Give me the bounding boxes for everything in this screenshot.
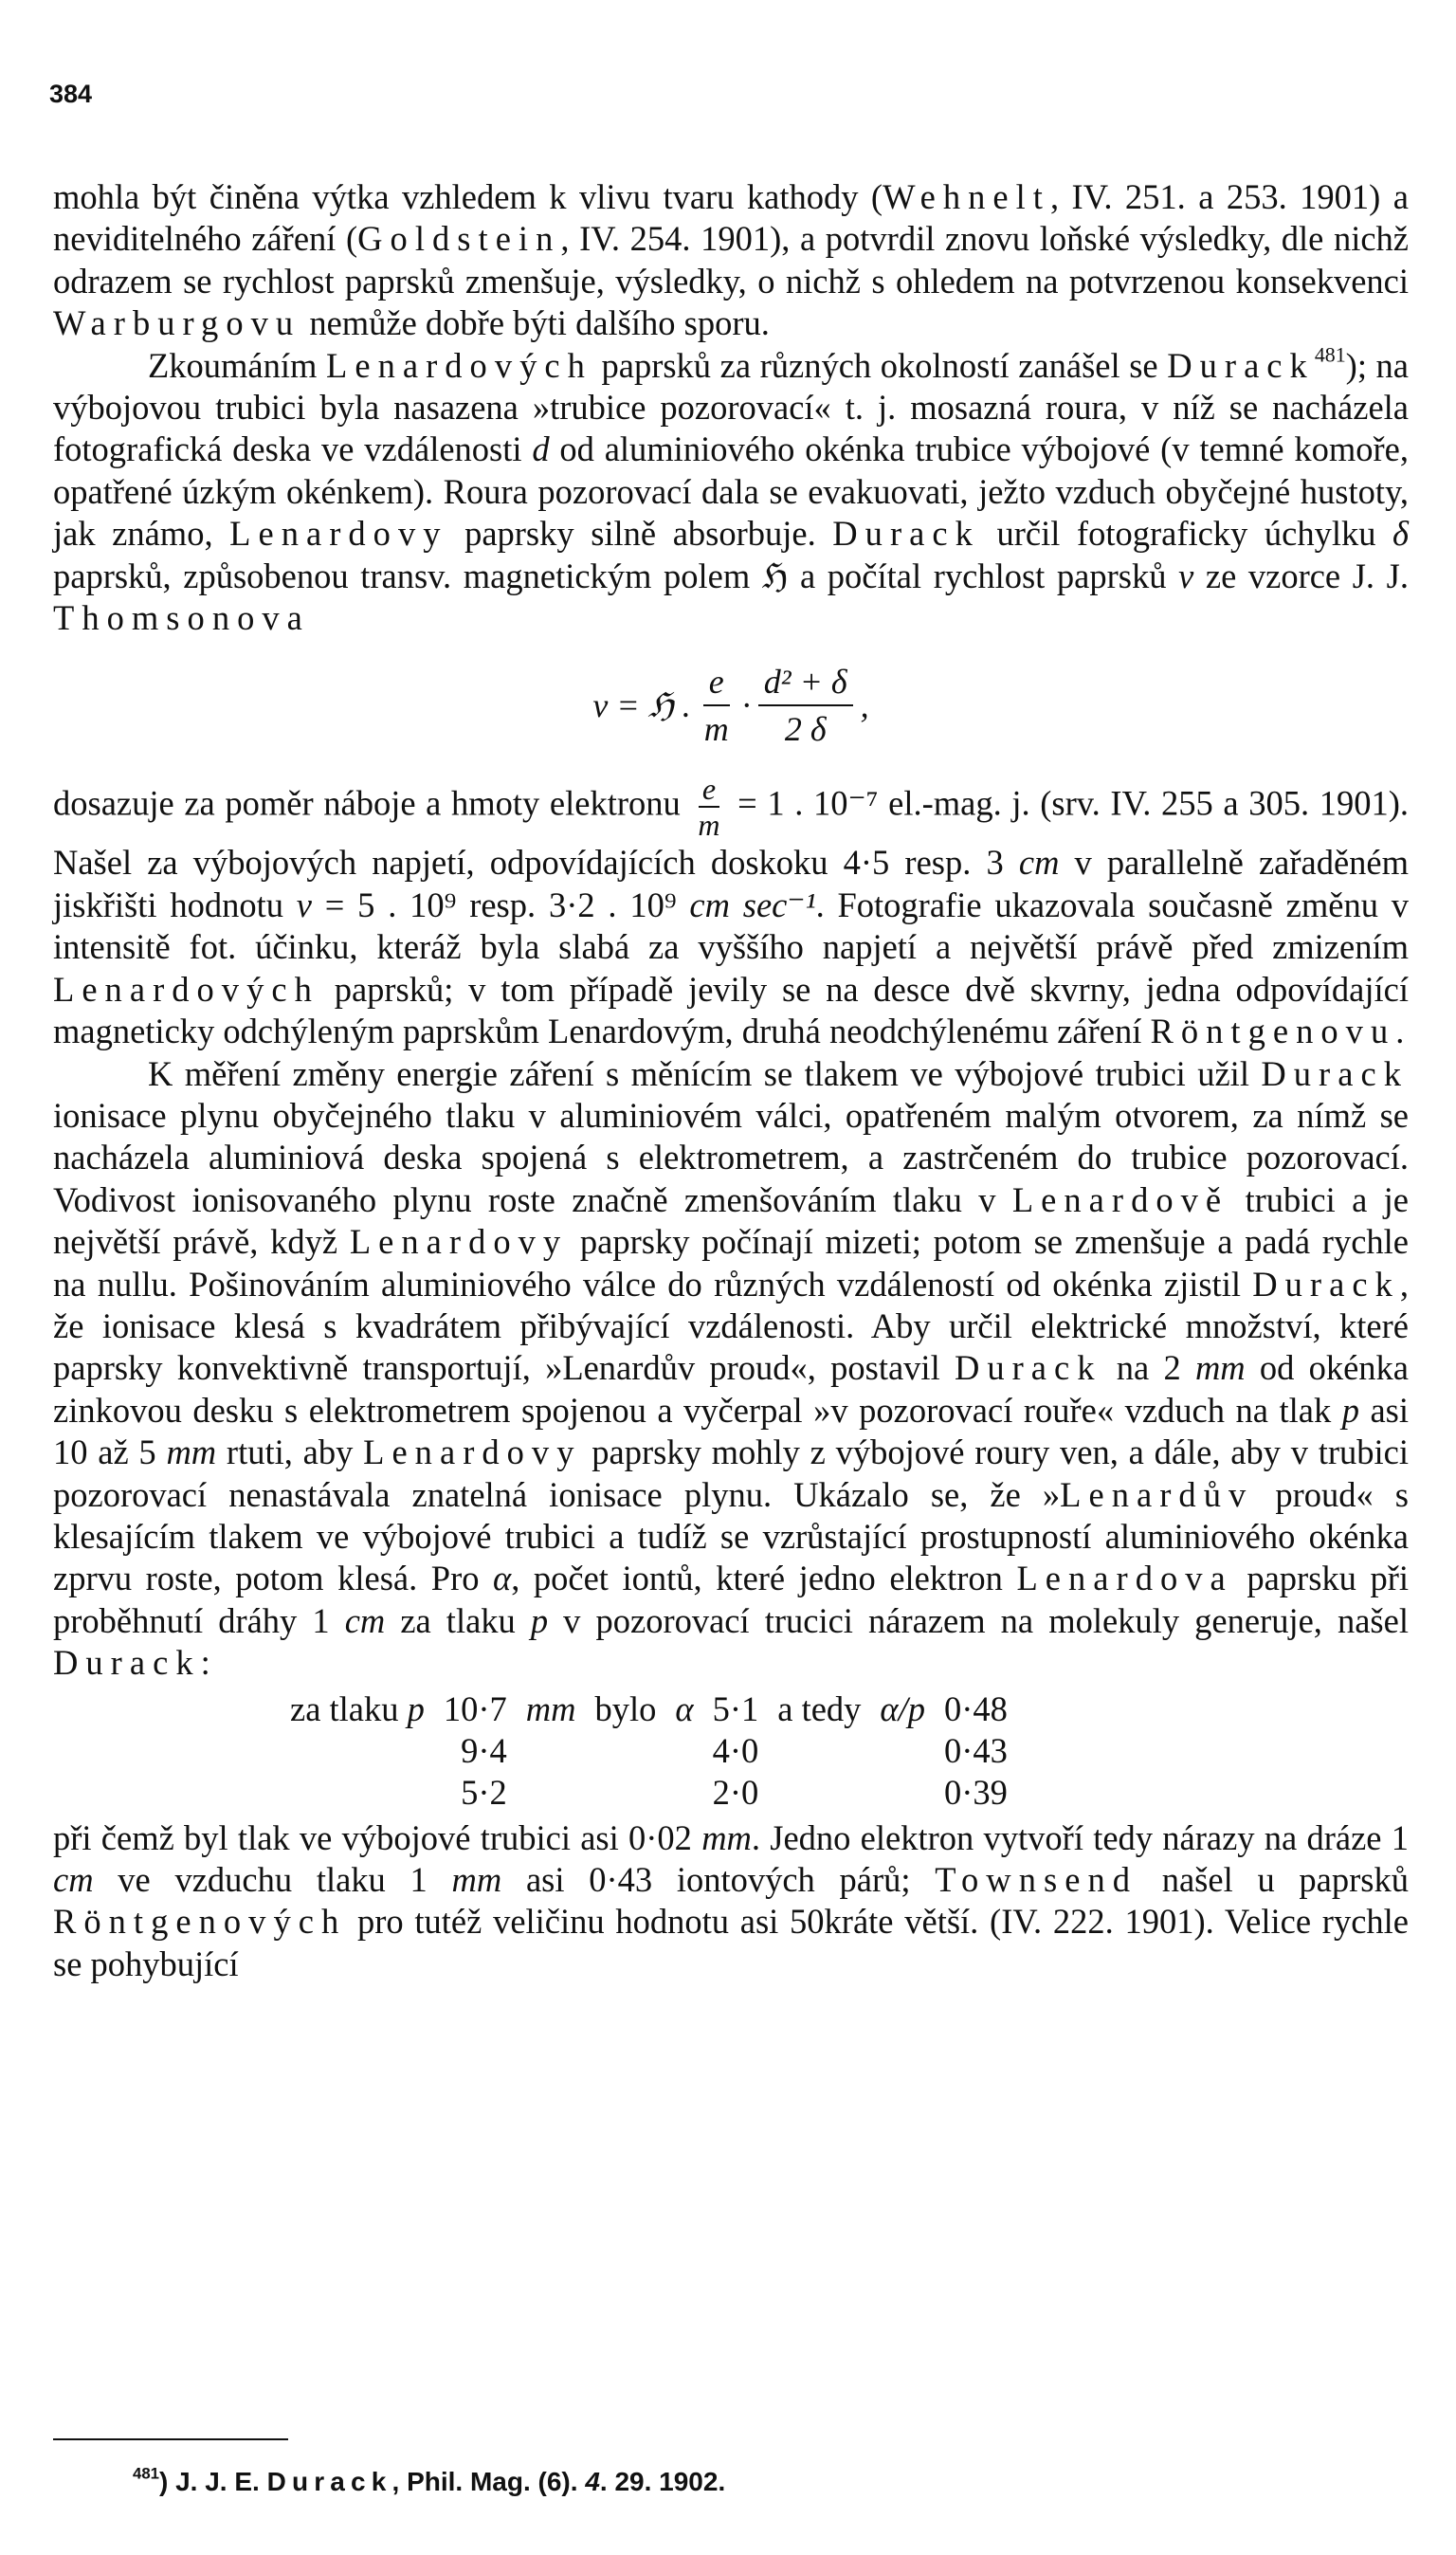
formula-dot: · (741, 686, 751, 725)
table-row (281, 1772, 1017, 1814)
text-run: v pozorovací trucici nárazem na molekuly generuje, našel (548, 1600, 1409, 1640)
text-run: od okénka zinkovou desku s elektrometrem spojenou a vyčerpal »v pozorovací rouře« vzduch na tlak (53, 1348, 1410, 1430)
text-run: paprsky silně absorbuje. (447, 514, 833, 554)
text-run: = 1 . 10⁻⁷ el.-mag. j. (srv. IV. 255 a 305. 1901). Našel za výbojových napjetí, odpovídajících doskoku 4·5 resp. 3 (53, 783, 1409, 883)
symbol: ℌ (761, 556, 789, 595)
author-name: Wehnelt (883, 177, 1050, 216)
thomson-formula (53, 639, 1409, 772)
text-run: trubici a je největší právě, když (53, 1179, 1409, 1262)
symbol: α/p (880, 1688, 925, 1728)
table-cell (665, 1730, 702, 1772)
table-cell (665, 1772, 702, 1814)
symbol: v (296, 885, 312, 924)
text-run: v parallelně zařaděném jiskřišti hodnotu (53, 843, 1409, 924)
page-number: 384 (49, 80, 93, 108)
body-text (53, 176, 1409, 1985)
text-run: paprsků za různých okolností zanášel se (592, 345, 1168, 385)
text-run: . (1395, 1012, 1405, 1051)
author-name: Durack (954, 1348, 1102, 1388)
fraction-numerator: e (703, 659, 730, 706)
symbol: p (530, 1600, 549, 1640)
text-run: , počet iontů, které jedno elektron (511, 1559, 1017, 1598)
table-cell (586, 1772, 666, 1814)
table-cell-ratio: 0·43 (943, 1730, 1008, 1770)
unit: mm (701, 1817, 752, 1857)
text-run: od aluminiového okénka trubice výbojové (v temné komoře, opatřené úzkým okénkem). Roura pozorovací dala se evakuovati, ježto vzduch obyčejné hustoty, jak známo, (53, 429, 1409, 554)
author-name: Warburgovu (53, 303, 301, 343)
paragraph-3 (53, 772, 1409, 1052)
table-cell (586, 1730, 666, 1772)
table-row (281, 1730, 1017, 1772)
unit: mm (525, 1688, 576, 1728)
text-run: dosazuje za poměr náboje a hmoty elektronu (53, 783, 691, 823)
symbol: p (407, 1688, 425, 1728)
fraction-e-m (699, 659, 735, 752)
fraction-d-delta (758, 659, 853, 752)
fraction-denominator: m (698, 808, 720, 843)
paragraph-4 (53, 1053, 1409, 1685)
text-run: Zkoumáním (148, 345, 327, 385)
unit: mm (1194, 1348, 1246, 1388)
formula-comma: , (860, 686, 869, 725)
text-run: pro tutéž veličinu hodnotu asi 50kráte větší. (IV. 222. 1901). Velice rychle se pohybující (53, 1902, 1409, 1983)
fraction-numerator: e (699, 772, 719, 808)
footnote-divider (53, 2438, 288, 2440)
text-run: ionisace plynu obyčejného tlaku v aluminiovém válci, opatřeném malým otvorem, za nímž se nacházela aluminiová deska spojená s elektrometrem, a zastrčeném do trubice pozorovací. Vodivost ionisovaného plynu roste značně zmenšováním tlaku v (53, 1095, 1409, 1219)
text-run: nemůže dobře býti dalšího sporu. (300, 303, 770, 343)
formula-lhs: v = ℌ . (592, 686, 691, 725)
text-run: , že ionisace klesá s kvadrátem přibývající vzdálenosti. Aby určil elektrické množství, které paprsky konvektivně transportují, »Lenardův proud«, postavil (53, 1264, 1409, 1388)
text-run: , IV. 254. 1901), a potvrdil znovu loňské výsledky, dle nichž odrazem se rychlost paprsků zmenšuje, výsledky, o nichž s ohledem na potvrzenou konsekvenci (53, 219, 1410, 301)
text-run: paprsky mohly z výbojové roury ven, a dále, aby v trubici pozorovací nenastávala znatelná ionisace plynu. Ukázalo se, že » (53, 1433, 1410, 1514)
text-run: ve vzduchu tlaku 1 (93, 1860, 452, 1899)
text-run: na 2 (1101, 1348, 1195, 1388)
table-cell-pressure: 10·7 (443, 1688, 507, 1728)
text-run: = 5 . 10⁹ resp. 3·2 . 10⁹ (311, 885, 690, 924)
author-name: Lenardovy (363, 1433, 582, 1472)
text-run: , IV. 251. a 253. 1901) a neviditelného záření ( (53, 177, 1409, 259)
author-name: Lenardova (1016, 1559, 1233, 1598)
table-cell (870, 1730, 935, 1772)
text-run: , Phil. Mag. (6). (391, 2467, 586, 2496)
table-cell (768, 1772, 870, 1814)
author-name: Röntgenových (53, 1902, 347, 1942)
symbol: α (675, 1688, 694, 1728)
text-run: a počítal rychlost paprsků (788, 556, 1179, 595)
author-name: Durack (1261, 1053, 1409, 1093)
table-cell (281, 1688, 434, 1730)
ionisation-table (281, 1688, 1017, 1814)
table-cell-pressure: 9·4 (461, 1730, 507, 1770)
author-name: Röntgenovu (1150, 1012, 1396, 1051)
text-run: : (200, 1643, 210, 1683)
text-run: mohla být činěna výtka vzhledem k vlivu tvaru kathody ( (53, 177, 883, 216)
text-run: paprsků, způsobenou transv. magnetickým polem (53, 556, 762, 595)
inline-fraction-e-m (694, 772, 723, 842)
table-cell (281, 1730, 434, 1772)
table-cell-ratio: 0·48 (943, 1688, 1008, 1728)
text-run: při čemž byl tlak ve výbojové trubici asi 0·02 (53, 1817, 702, 1857)
text-run: za tlaku (385, 1600, 531, 1640)
symbol: d (532, 429, 550, 469)
text-run: K měření změny energie záření s měnícím se tlakem ve výbojové trubici užil (148, 1053, 1262, 1093)
author-name: Durack (266, 2467, 392, 2496)
symbol: v (1178, 556, 1194, 595)
table-word: bylo (594, 1688, 657, 1728)
author-name: Lenardových (53, 969, 319, 1009)
paragraph-1 (53, 176, 1409, 345)
symbol: δ (1392, 514, 1409, 554)
text-run: . Jedno elektron vytvoří tedy nárazy na dráze 1 (751, 1817, 1410, 1857)
author-name: Thomsonova (53, 598, 310, 638)
symbol: α (493, 1559, 512, 1598)
text-run: rtuti, aby (216, 1433, 364, 1472)
table-cell-alpha: 2·0 (712, 1772, 759, 1812)
text-run: ) J. J. E. (159, 2467, 267, 2496)
unit: cm (53, 1860, 94, 1899)
author-name: Townsend (935, 1860, 1138, 1899)
text-run: ); na výbojovou trubici byla nasazena »trubice pozorovací« t. j. mosazná roura, v níž se nacházela fotografická deska ve vzdálenosti (53, 345, 1410, 469)
table-cell (517, 1730, 586, 1772)
author-name: Durack (1252, 1264, 1400, 1304)
table-cell (870, 1772, 935, 1814)
author-name: Lenardův (1060, 1474, 1254, 1514)
text-run: ze vzorce J. J. (1193, 556, 1409, 595)
author-name: Lenardovy (349, 1222, 569, 1262)
author-name: Durack (832, 514, 980, 554)
author-name: Lenardově (1011, 1179, 1229, 1219)
unit: mm (166, 1433, 217, 1472)
text-run: asi 0·43 iontových párů; (501, 1860, 936, 1899)
table-cell-ratio: 0·39 (943, 1772, 1008, 1812)
table-cell (768, 1730, 870, 1772)
unit: mm (451, 1860, 502, 1899)
table-cell-pressure: 5·2 (461, 1772, 507, 1812)
unit: cm (344, 1600, 386, 1640)
paragraph-5 (53, 1817, 1409, 1986)
unit: cm sec⁻¹ (689, 885, 816, 924)
text-run: proud« s klesajícím tlakem ve výbojové trubici a tudíž se vzrůstající prostupností aluminiového okénka zprvu roste, potom klesá. Pro (53, 1474, 1409, 1598)
author-name: Lenardových (326, 345, 592, 385)
table-word: a tedy (777, 1688, 862, 1728)
paragraph-2 (53, 342, 1410, 640)
text-run: paprsků; v tom případě jevily se na desce dvě skvrny, jedna odpovídající magneticky odchýleným paprskům Lenardovým, druhá neodchýlenému záření (53, 969, 1409, 1051)
text-run: . Fotografie ukazovala současně změnu v intensitě fot. účinku, kteráž byla slabá za vyššího napjetí a největší právě před zmizením (53, 885, 1410, 967)
footnote-ref: 481 (133, 2464, 159, 2483)
author-name: Durack (1167, 345, 1315, 385)
table-cell-alpha: 4·0 (712, 1730, 759, 1770)
author-name: Durack (53, 1643, 201, 1683)
unit: cm (1018, 843, 1060, 883)
text-run: asi 10 až 5 (53, 1390, 1410, 1472)
text-run: našel u paprsků (1138, 1860, 1409, 1899)
text-run: . 29. 1902. (599, 2467, 726, 2496)
table-cell (517, 1772, 586, 1814)
text-run: paprsku při proběhnutí dráhy 1 (53, 1559, 1410, 1640)
table-cell-alpha: 5·1 (712, 1688, 759, 1728)
text-run: paprsky počínají mizeti; potom se zmenšuje a padá rychle na nullu. Pošinováním aluminiového válce do různých vzdáleností od okénka zjistil (53, 1222, 1409, 1304)
author-name: Lenardovy (229, 514, 448, 554)
table-lead: za tlaku (290, 1688, 399, 1728)
fraction-denominator: 2 δ (784, 710, 827, 749)
text-run: určil fotograficky úchylku (979, 514, 1393, 554)
fraction-numerator: d² + δ (758, 659, 853, 706)
table-row (281, 1688, 1017, 1730)
footnote (133, 2464, 726, 2497)
fraction-denominator: m (703, 710, 729, 749)
volume-number: 4 (585, 2467, 600, 2496)
symbol: p (1341, 1390, 1359, 1430)
footnote-ref: 481 (1314, 342, 1346, 367)
author-name: Goldstein (357, 219, 561, 259)
table-cell (281, 1772, 434, 1814)
